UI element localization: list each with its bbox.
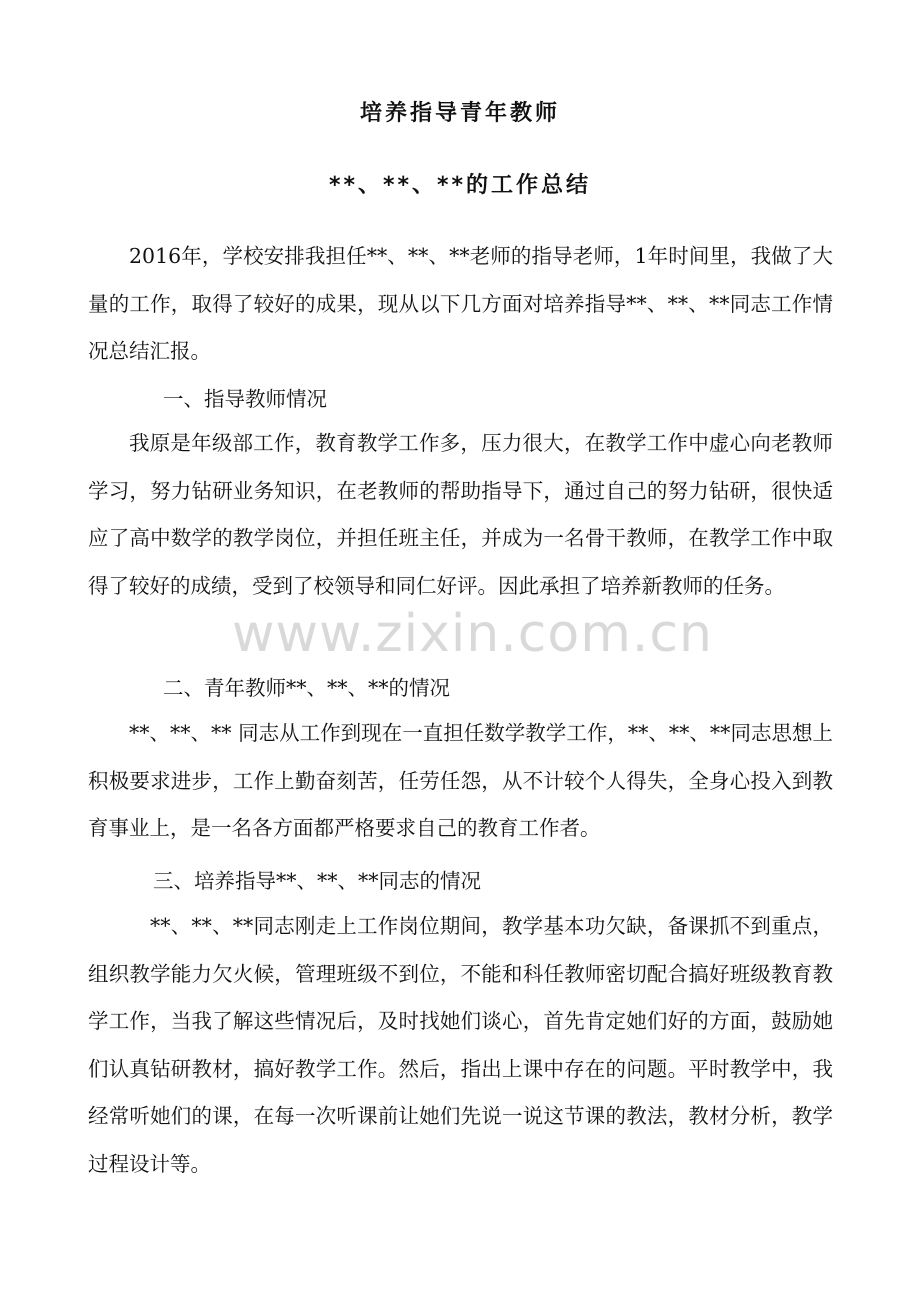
section-3-body: **、**、**同志刚走上工作岗位期间，教学基本功欠缺，备课抓不到重点，组织教学能力欠火候，管理班级不到位，不能和科任教师密切配合搞好班级教育教学工作，当我了解这些情况后，及时找她们谈心，首先肯定她们好的方面，鼓励她们认真钻研教材，搞好教学工作。然后，指出上课中存在的问题。平时教学中，我经常听她们的课，在每一次听课前让她们先说一说这节课的教法，教材分析，教学过程设计等。 xyxy=(88,914,833,1176)
section-2-body: **、**、** 同志从工作到现在一直担任数学教学工作，**、**、**同志思想上积极要求进步，工作上勤奋刻苦，任劳任怨，从不计较个人得失，全身心投入到教育事业上，是一名各方面都严格要求自己的教育工作者。 xyxy=(88,721,833,840)
document-subtitle: **、**、**的工作总结 xyxy=(328,173,592,198)
section-2-heading: 二、青年教师**、**、**的情况 xyxy=(163,676,450,700)
document-title: 培养指导青年教师 xyxy=(359,101,560,126)
site-watermark: www.zixin.com.cn xyxy=(232,604,713,664)
section-1-heading: 一、指导教师情况 xyxy=(163,387,327,411)
section-3-heading: 三、培养指导**、**、**同志的情况 xyxy=(153,869,481,893)
intro-paragraph: 2016年，学校安排我担任**、**、**老师的指导老师，1年时间里，我做了大量的工作，取得了较好的成果，现从以下几方面对培养指导**、**、**同志工作情况总结汇报。 xyxy=(88,244,833,363)
section-1-body: 我原是年级部工作，教育教学工作多，压力很大，在教学工作中虚心向老教师学习，努力钻研业务知识，在老教师的帮助指导下，通过自己的努力钻研，很快适应了高中数学的教学岗位，并担任班主任，并成为一名骨干教师，在教学工作中取得了较好的成绩，受到了校领导和同仁好评。因此承担了培养新教师的任务。 xyxy=(88,431,833,598)
